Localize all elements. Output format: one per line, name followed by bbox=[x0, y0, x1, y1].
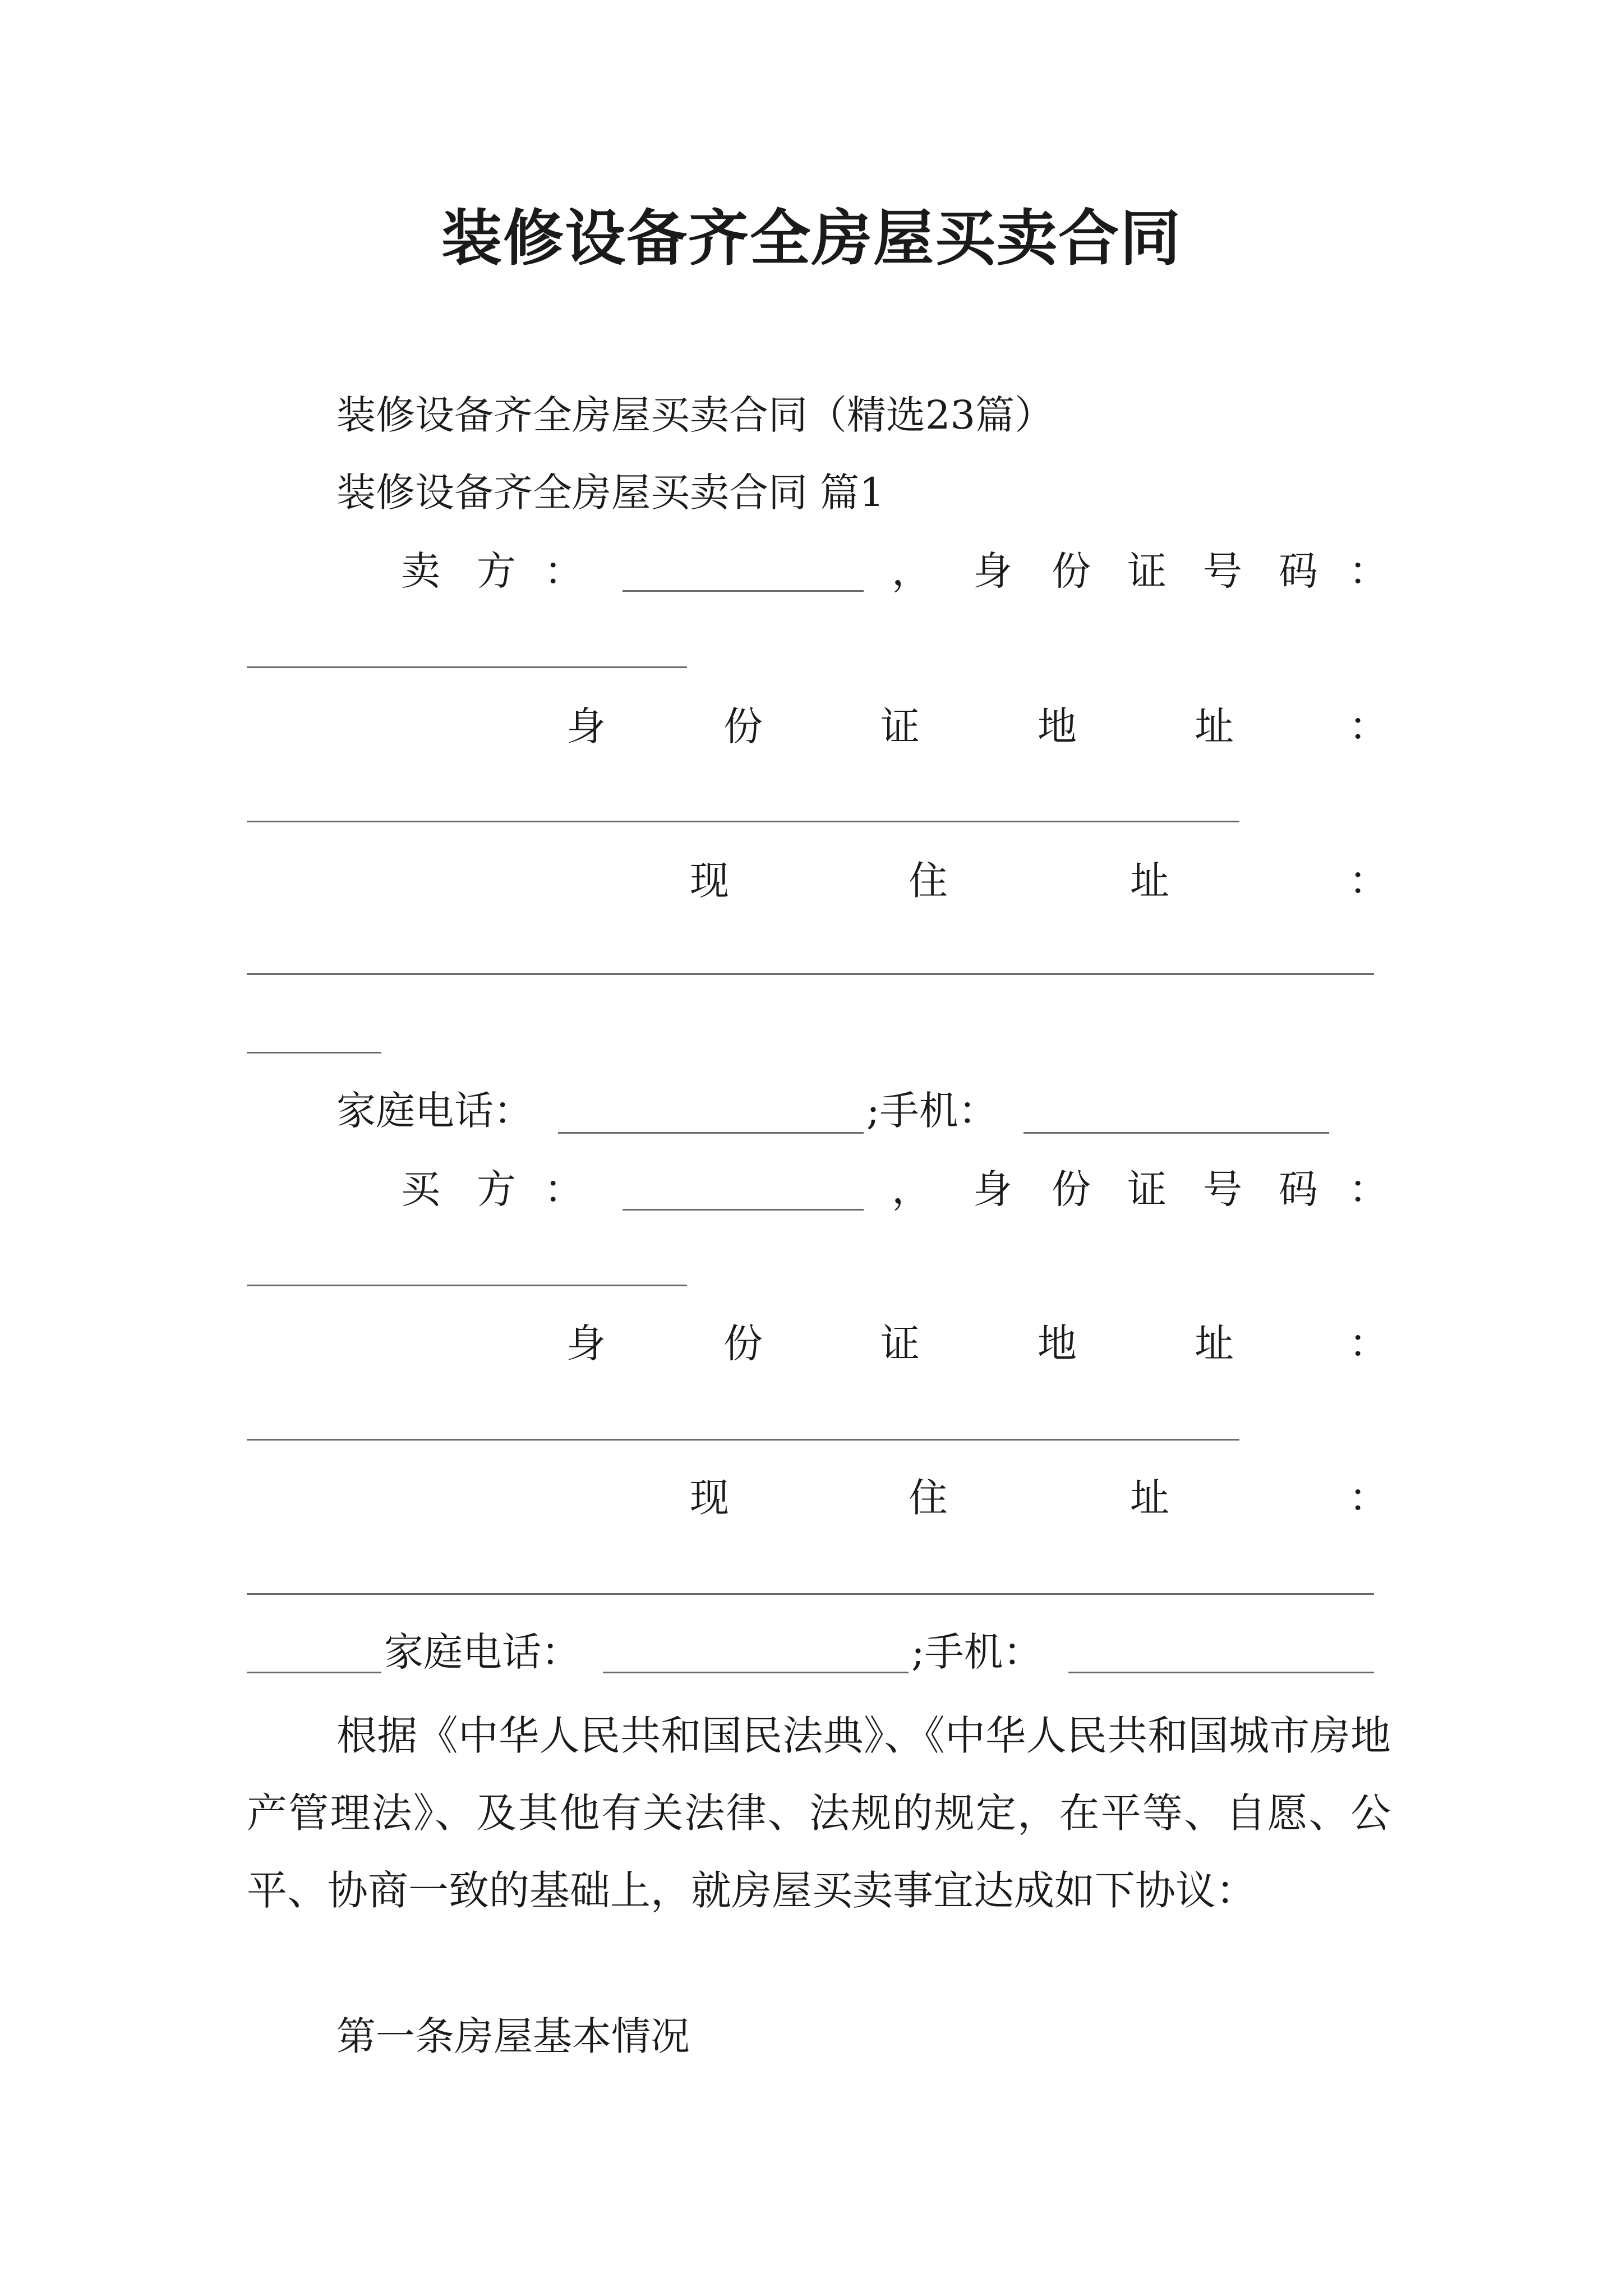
buyer-comma: ， bbox=[892, 1166, 931, 1212]
seller-phone-label: 家庭电话： bbox=[336, 1088, 533, 1134]
buyer-id-number-blank[interactable] bbox=[247, 1285, 687, 1286]
seller-mobile-label: ;手机： bbox=[866, 1088, 998, 1134]
preamble-paragraph: 根据《中华人民共和国民法典》、《中华人民共和国城市房地产管理法》、及其他有关法律、法规的规定，在平等、自愿、公平、协商一致的基础上，就房屋买卖事宜达成如下协议： bbox=[247, 1712, 1391, 1914]
seller-id-char-5: 码 bbox=[1279, 548, 1318, 594]
buyer-phone-label: 家庭电话： bbox=[384, 1629, 580, 1675]
seller-idaddr-char-4: 地 bbox=[1038, 703, 1077, 749]
chapter-heading: 装修设备齐全房屋买卖合同 篇1 bbox=[336, 470, 884, 516]
seller-idaddr-char-3: 证 bbox=[880, 703, 920, 749]
buyer-mobile-label: ;手机： bbox=[911, 1629, 1043, 1675]
buyer-id-colon: ： bbox=[1349, 1166, 1388, 1212]
document-subtitle: 装修设备齐全房屋买卖合同（精选23篇） bbox=[336, 392, 1054, 438]
buyer-phone-blank[interactable] bbox=[603, 1672, 909, 1673]
buyer-current-address-blank-1[interactable] bbox=[247, 1593, 1374, 1595]
buyer-id-char-1: 身 bbox=[973, 1166, 1012, 1212]
seller-role-char-2: 方 bbox=[477, 548, 516, 594]
seller-id-address-blank[interactable] bbox=[247, 821, 1239, 822]
seller-name-blank[interactable] bbox=[623, 590, 864, 592]
buyer-curaddr-colon: ： bbox=[1349, 1475, 1388, 1521]
seller-id-char-4: 号 bbox=[1203, 548, 1242, 594]
buyer-idaddr-char-2: 份 bbox=[723, 1320, 763, 1366]
seller-role-char-1: 卖 bbox=[401, 548, 440, 594]
buyer-idaddr-char-5: 址 bbox=[1195, 1320, 1234, 1366]
buyer-role-char-2: 方 bbox=[477, 1166, 516, 1212]
seller-curaddr-char-1: 现 bbox=[690, 858, 729, 904]
seller-idaddr-char-2: 份 bbox=[723, 703, 763, 749]
buyer-id-char-5: 码 bbox=[1279, 1166, 1318, 1212]
seller-curaddr-char-3: 址 bbox=[1130, 858, 1169, 904]
seller-phone-blank[interactable] bbox=[558, 1132, 864, 1134]
seller-idaddr-colon: ： bbox=[1349, 703, 1388, 749]
seller-current-address-blank-2[interactable] bbox=[247, 1052, 381, 1053]
buyer-curaddr-char-1: 现 bbox=[690, 1475, 729, 1521]
buyer-role-colon: ： bbox=[544, 1166, 583, 1212]
buyer-mobile-blank[interactable] bbox=[1068, 1672, 1374, 1673]
article-1-heading: 第一条房屋基本情况 bbox=[336, 2013, 690, 2059]
buyer-idaddr-char-3: 证 bbox=[880, 1320, 920, 1366]
seller-id-char-1: 身 bbox=[973, 548, 1012, 594]
buyer-role-char-1: 买 bbox=[401, 1166, 440, 1212]
buyer-id-address-blank[interactable] bbox=[247, 1439, 1239, 1441]
buyer-curaddr-char-3: 址 bbox=[1130, 1475, 1169, 1521]
seller-role-colon: ： bbox=[544, 548, 583, 594]
document-title: 装修设备齐全房屋买卖合同 bbox=[441, 203, 1182, 274]
buyer-idaddr-char-4: 地 bbox=[1038, 1320, 1077, 1366]
seller-curaddr-char-2: 住 bbox=[909, 858, 948, 904]
seller-mobile-blank[interactable] bbox=[1023, 1132, 1329, 1134]
buyer-name-blank[interactable] bbox=[623, 1209, 864, 1211]
buyer-id-char-4: 号 bbox=[1203, 1166, 1242, 1212]
seller-idaddr-char-5: 址 bbox=[1195, 703, 1234, 749]
buyer-curaddr-char-2: 住 bbox=[909, 1475, 948, 1521]
buyer-id-char-2: 份 bbox=[1052, 1166, 1091, 1212]
seller-comma: ， bbox=[892, 548, 931, 594]
seller-id-char-3: 证 bbox=[1127, 548, 1166, 594]
seller-idaddr-char-1: 身 bbox=[566, 703, 606, 749]
seller-current-address-blank-1[interactable] bbox=[247, 973, 1374, 975]
buyer-current-address-blank-2[interactable] bbox=[247, 1672, 381, 1673]
buyer-idaddr-char-1: 身 bbox=[566, 1320, 606, 1366]
seller-id-colon: ： bbox=[1349, 548, 1388, 594]
seller-curaddr-colon: ： bbox=[1349, 858, 1388, 904]
buyer-idaddr-colon: ： bbox=[1349, 1320, 1388, 1366]
seller-id-char-2: 份 bbox=[1052, 548, 1091, 594]
buyer-id-char-3: 证 bbox=[1127, 1166, 1166, 1212]
seller-id-number-blank[interactable] bbox=[247, 666, 687, 668]
